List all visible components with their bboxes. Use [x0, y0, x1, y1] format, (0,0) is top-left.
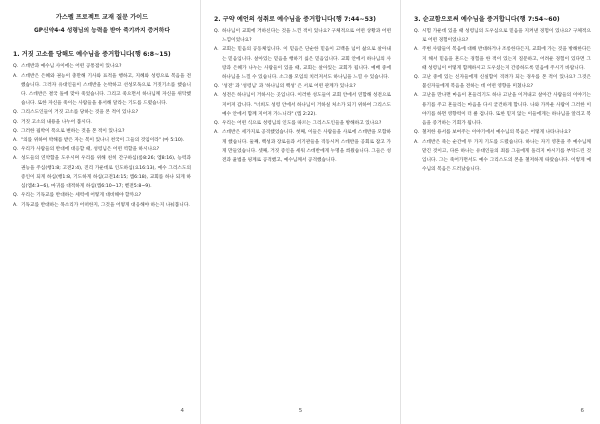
item-text: 철저한 용서를 보여주는 이야기에서 예수님의 복음은 어떻게 나타나나요? — [422, 130, 571, 136]
question-item — [13, 127, 191, 136]
page-number: 6 — [580, 408, 584, 414]
item-text: 스데반은 은혜와 권능이 충만해 기사와 표적을 행하고, 지혜와 성령으로 복음을 전했습니다. 그러자 유대인들이 스데반을 논박하고 선성모독으로 거짓기소를 했습니다. 스데반은 결국 돌에 맞아 죽었습니다. 그리고 죽으면서 하나님께 자신을 위탁했습니다. 또한 자신을 죽이는 사람들을 용서해 달라는 기도를 드렸습니다. — [21, 73, 191, 107]
item-text: 그러한 핍박이 폭으로 변하는 것을 본 적이 있나요? — [21, 128, 125, 134]
answer-item — [13, 72, 191, 109]
item-text: 거짓 고소의 내용을 나누어 봅시다. — [21, 119, 92, 125]
item-text: 스데반은 세가지로 공격했었습니다. 첫째, 이들은 사람들을 사로에 스데반을 모함하게 했습니다. 둘째, 백성과 장로들과 서기관들을 격동시켜 스데반을 공회로 잡고 가게 만들었습니다. 셋째, 거짓 증인을 세워 스데반에게 누명을 씌웠습니다. 그들은 성전과 율법을 핑계로 공격했고, 예수님께서 공격했습니다. — [222, 130, 391, 163]
question-item — [13, 108, 191, 117]
item-text: "의를 위하여 박해를 받은 자는 복이 있나니 천국이 그들의 것임이라" (마 5:10). — [21, 138, 185, 144]
answer-item — [13, 154, 191, 191]
item-marker: A. — [414, 47, 419, 53]
section-title-1: 1. 거짓 고소를 당해도 예수님을 증거합니다(행 6:8~15) — [13, 51, 171, 59]
item-marker: A. — [214, 93, 219, 99]
question-item — [13, 118, 191, 127]
item-text: 교회는 믿음의 공동체입니다. 이 믿음은 단순한 믿음이 고백을 넘어 삶으로 살아내는 믿음입니다. 살아있는 믿음을 행하기 싫은 믿음입니다. 교회 안에서 하나님의 사랑과 은혜가 나누는 사람들이 있을 때, 교회는 살아있는 교회가 됩니다. 예배 중에 하나님을 느낄 수 있습니다. 소그룹 모임의 치러져서도 하나님을 느낄 수 있습니다. — [222, 47, 391, 81]
answer-item — [13, 201, 191, 210]
question-item — [214, 27, 391, 45]
item-marker: Q. — [214, 29, 220, 35]
item-marker: Q. — [13, 110, 19, 116]
item-marker: Q. — [13, 193, 19, 199]
item-marker: Q. — [414, 75, 420, 81]
answer-item — [214, 91, 391, 119]
question-item — [414, 27, 591, 45]
question-item — [214, 82, 391, 91]
item-text: 성도들의 연약함을 도우시며 우리를 위해 친히 간구하심(롬8:26; 엡8:16), 능력과 권능을 주심(행1:8; 고전2:4), 진리 가운데로 인도하심(요16:13), 예수 그리스도의 증인이 되게 하심(행1:8, 기도하게 하심(고전14:15; 엡6:18), 교회를 하나 되게 하심(엡4:3~6), 마귀를 대적하게 하심(엡6:10~17; 벧전5:8~9). — [21, 156, 191, 190]
item-text: 스데반과 예수님 사이에는 어떤 공통점이 있나요? — [21, 64, 122, 70]
page-5 — [200, 0, 400, 424]
item-marker: Q. — [13, 147, 19, 153]
section-title-2: 2. 구약 예언의 성취로 예수님을 증거합니다(행 7:44~53) — [214, 16, 377, 23]
document-title: 가스펠 프로젝트 교재 질문 가이드 — [55, 14, 149, 21]
item-marker: Q. — [414, 130, 420, 136]
page-6 — [400, 0, 600, 424]
question-item — [414, 128, 591, 137]
question-item — [214, 119, 391, 128]
item-marker: A. — [13, 138, 18, 144]
item-marker: A. — [13, 202, 18, 208]
item-marker: Q. — [214, 121, 220, 127]
answer-item — [414, 45, 591, 73]
item-text: 시험 가운데 있을 때 성령님의 도우심으로 믿음을 지켜낸 경험이 있나요? 구체적으로 어떤 경험이었나요? — [422, 29, 591, 44]
item-text: 스데반은 죽는 순간에 두 가지 기도를 드렸습니다. 하나는 자기 영혼을 주 예수님께 맡긴 것이고, 다른 하나는 유대인들의 죄를 그들에게 돌리지 마시기를 부탁드린 것입니다. 그는 죽어가면서도 예수 그리스도의 본을 철저하게 따랐습니다. 이렇게 예수님의 복음은 드러났습니다. — [422, 139, 591, 173]
item-marker: A. — [13, 156, 18, 162]
item-text: 하나님이 교회에 거하신다는 것을 느낀 적이 있나요? 구체적으로 어떤 상황과 어떤 느낌이었나요? — [222, 29, 391, 44]
item-marker: A. — [214, 130, 219, 136]
item-text: 우리는 어떤 식으로 성령님의 인도를 따르는 그리스도인들을 방해하고 있나요? — [222, 121, 382, 127]
answer-item — [13, 136, 191, 145]
item-text: 고난 중에 있는 신자들에게 신실함이 격려가 되는 경우를 본 적이 있나요? 그것은 불신자들에게 복음을 전하는 데 어떤 영향을 미쳤나요? — [422, 75, 591, 90]
question-item — [414, 73, 591, 91]
item-marker: A. — [414, 93, 419, 99]
item-text: '성전' 과 '성령님' 과 '하나님의 백성' 은 서로 어떤 관계가 있나요? — [222, 84, 356, 90]
item-text: 고난을 만나면 마음이 흔들리기도 하나 고난을 이겨내고 살아간 사람들의 이야기는 용기를 주고 흔들리는 마음을 다시 굳건하게 합니다. 나와 가까운 사람이 그러한 이야기를 하면 영향력이 더 클 겁니다. 또한 믿지 않는 이들에게는 하나님을 알리고 복음을 증거하는 기회가 됩니다. — [422, 93, 591, 127]
item-text: 성전은 하나님이 거하시는 곳입니다. 이러한 성도들이 교회 안에서 연합해 성전으로 지어져 갑니다. "너희도 성령 안에서 하나님이 거하실 처소가 되기 위하여 그리스도 예수 안에서 함께 지어져 가느니라" (엡 2:22). — [222, 93, 391, 117]
answer-item — [214, 45, 391, 82]
item-text: 우리가 사람들의 반대에 대응할 때, 성령님은 어떤 역할을 하시나요? — [21, 147, 160, 153]
item-marker: A. — [13, 73, 18, 79]
question-item — [13, 191, 191, 200]
item-marker: A. — [214, 47, 219, 53]
answer-item — [214, 128, 391, 165]
item-text: 우리는 기독교를 반대하는 세력에 어떻게 대비해야 할까요? — [21, 193, 142, 199]
item-marker: Q. — [414, 29, 420, 35]
section-title-3: 3. 순교함으로써 예수님을 증거합니다(행 7:54~60) — [414, 16, 560, 23]
document-subtitle: GP신약4-4 성령님의 능력을 받아 죽기까지 증거하다 — [34, 28, 170, 35]
item-text: 그리스도인들이 거짓 고소를 당하는 것을 본 적이 있나요? — [21, 110, 139, 116]
item-marker: Q. — [13, 64, 19, 70]
item-text: 주변 사람들이 복음에 대해 반대하거나 조롱한다든지, 교회에 가는 것을 방해한다든지 해서 믿음을 흔드는 경험을 한 적이 있는지 질문하고, 어려운 경험이 있다면 그 때 성령님이 어떻게 함께하시고 도우셨는지 간증하도록 믿음에 주시기 바랍니다. — [422, 47, 591, 71]
page-number: 4 — [180, 408, 184, 414]
answer-item — [414, 138, 591, 175]
item-text: 기독교를 반대하는 목소리가 어떠한지, 그것을 어떻게 대응해야 하는지 나눠봅니다. — [21, 202, 190, 208]
question-item — [13, 62, 191, 71]
item-marker: A. — [414, 139, 419, 145]
question-item — [13, 145, 191, 154]
item-marker: Q. — [214, 84, 220, 90]
page-number: 5 — [298, 408, 303, 414]
answer-item — [414, 91, 591, 128]
item-marker: Q. — [13, 128, 19, 134]
item-marker: Q. — [13, 119, 19, 125]
page-4 — [0, 0, 200, 424]
